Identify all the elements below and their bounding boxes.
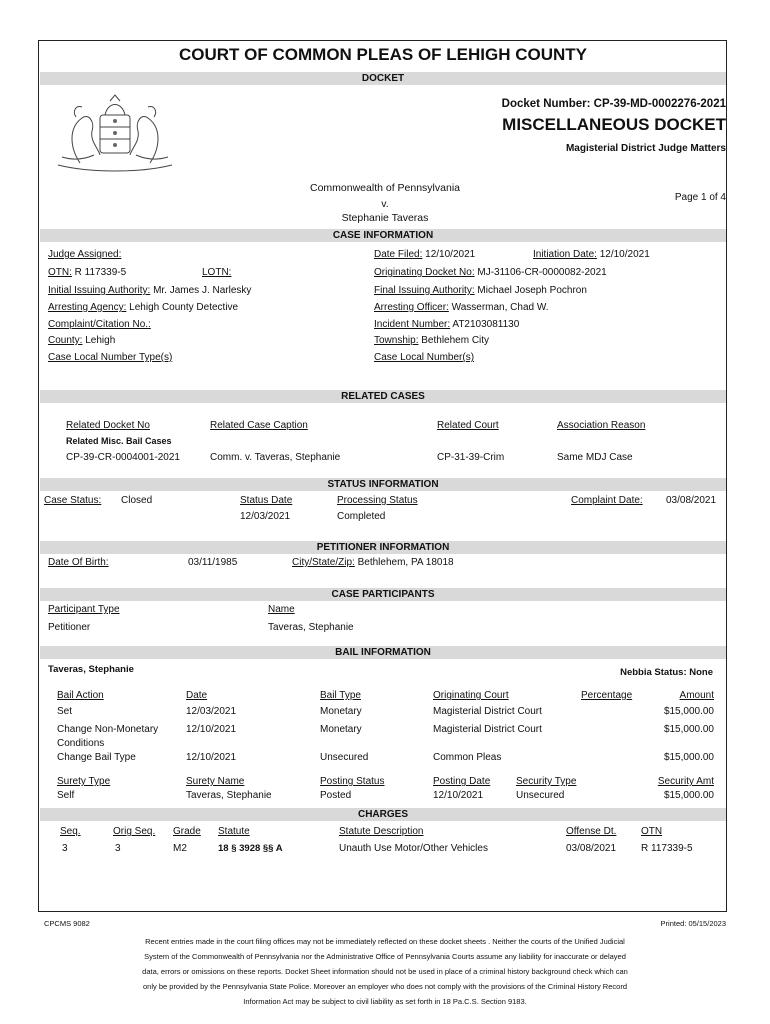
charge-seq: 3 <box>62 843 68 854</box>
petitioner-information-bar: PETITIONER INFORMATION <box>40 541 726 554</box>
arresting-agency: Lehigh County Detective <box>129 302 239 313</box>
participant-type: Petitioner <box>48 622 91 633</box>
related-group-label: Related Misc. Bail Cases <box>66 436 172 446</box>
initiation-date-label: Initiation Date: <box>533 249 597 260</box>
charge-statute: 18 § 3928 §§ A <box>218 843 283 854</box>
related-docket-no: CP-39-CR-0004001-2021 <box>66 452 180 463</box>
bail-row-action: Change Non-Monetary <box>57 724 159 735</box>
surety-type: Self <box>57 790 75 801</box>
related-caption-header: Related Case Caption <box>210 420 308 431</box>
county-label: County: <box>48 335 83 346</box>
complaint-label: Complaint/Citation No.: <box>48 319 151 330</box>
processing-status-label: Processing Status <box>337 495 418 506</box>
orig-docket: MJ-31106-CR-0000082-2021 <box>477 267 607 278</box>
case-status-label: Case Status: <box>44 495 102 506</box>
security-amt-header: Security Amt <box>657 776 714 787</box>
bail-row-action: Change Bail Type <box>57 752 136 763</box>
association-reason: Same MDJ Case <box>557 452 633 463</box>
page-number: Page 1 of 4 <box>674 192 726 203</box>
case-status: Closed <box>121 495 153 506</box>
county: Lehigh <box>85 335 116 346</box>
date-filed: 12/10/2021 <box>425 249 476 260</box>
bail-row-court: Common Pleas <box>433 752 502 763</box>
participant-type-label: Participant Type <box>48 604 120 615</box>
seq-header: Seq. <box>60 826 81 837</box>
related-caption: Comm. v. Taveras, Stephanie <box>210 452 341 463</box>
dob-label: Date Of Birth: <box>48 557 109 568</box>
originating-court-header: Originating Court <box>433 690 509 701</box>
grade-header: Grade <box>173 826 201 837</box>
posting-status-header: Posting Status <box>320 776 385 787</box>
statute-header: Statute <box>218 826 250 837</box>
posting-date: 12/10/2021 <box>433 790 484 801</box>
participant-name-label: Name <box>268 604 295 615</box>
judge-assigned-label: Judge Assigned: <box>48 249 122 260</box>
caption-line3: Stephanie Taveras <box>341 212 429 224</box>
docket-number: Docket Number: CP-39-MD-0002276-2021 <box>501 98 726 110</box>
security-type-header: Security Type <box>516 776 577 787</box>
bail-row-date: 12/10/2021 <box>186 752 237 763</box>
bail-row-type: Monetary <box>320 706 362 717</box>
disclaimer-line: Information Act may be subject to civil liability as set forth in 18 Pa.C.S. Section 9183. <box>243 997 527 1006</box>
charges-bar: CHARGES <box>40 808 726 821</box>
pennsylvania-seal-icon <box>50 93 180 175</box>
posting-date-header: Posting Date <box>433 776 491 787</box>
bail-date-header: Date <box>186 690 208 701</box>
bail-action-header: Bail Action <box>57 690 104 701</box>
township: Bethlehem City <box>421 335 490 346</box>
related-court: CP-31-39-Crim <box>437 452 505 463</box>
related-cases-bar: RELATED CASES <box>40 390 726 403</box>
bail-row-court: Magisterial District Court <box>433 724 542 735</box>
incident-label: Incident Number: <box>374 319 451 330</box>
docket-label-bar: DOCKET <box>40 72 726 85</box>
otn-value: R 117339-5 <box>74 267 127 278</box>
final-authority-label: Final Issuing Authority: <box>374 285 475 296</box>
arresting-officer: Wasserman, Chad W. <box>451 302 549 313</box>
bail-row-date: 12/03/2021 <box>186 706 237 717</box>
security-type: Unsecured <box>516 790 565 801</box>
orig-docket-label: Originating Docket No: <box>374 267 475 278</box>
dob: 03/11/1985 <box>188 557 238 568</box>
otn-label: OTN: <box>48 267 72 278</box>
docket-type: MISCELLANEOUS DOCKET <box>502 115 726 134</box>
date-filed-label: Date Filed: <box>374 249 423 260</box>
case-information-bar: CASE INFORMATION <box>40 229 726 242</box>
incident-number: AT2103081130 <box>452 319 520 330</box>
township-label: Township: <box>374 335 419 346</box>
lotn-label: LOTN: <box>202 267 232 278</box>
initial-authority-label: Initial Issuing Authority: <box>48 285 151 296</box>
surety-type-header: Surety Type <box>57 776 111 787</box>
initiation-date: 12/10/2021 <box>599 249 650 260</box>
bail-row-action-cont: Conditions <box>57 738 105 749</box>
status-date: 12/03/2021 <box>240 511 291 522</box>
charge-grade: M2 <box>173 843 187 854</box>
bail-row-amount: $15,000.00 <box>663 724 714 735</box>
charge-orig-seq: 3 <box>115 843 121 854</box>
charge-otn: R 117339-5 <box>641 843 693 854</box>
disclaimer-line: only be provided by the Pennsylvania State Police. Moreover an employer who does not comply with the provisions of the Criminal History Record <box>143 982 627 991</box>
final-authority: Michael Joseph Pochron <box>477 285 587 296</box>
local-number-label: Case Local Number(s) <box>374 352 475 363</box>
complaint-date: 03/08/2021 <box>666 495 717 506</box>
court-title: COURT OF COMMON PLEAS OF LEHIGH COUNTY <box>179 45 587 64</box>
orig-seq-header: Orig Seq. <box>113 826 156 837</box>
posting-status: Posted <box>320 790 352 801</box>
disclaimer-line: System of the Commonwealth of Pennsylvania nor the Administrative Office of Pennsylvania Courts assume any liability for inaccurate or delayed <box>144 952 626 961</box>
bail-row-date: 12/10/2021 <box>186 724 237 735</box>
related-court-header: Related Court <box>437 420 499 431</box>
status-date-label: Status Date <box>240 495 293 506</box>
disclaimer-line: data, errors or omissions on these reports. Docket Sheet information should not be used in place of a criminal history background check which can <box>142 967 628 976</box>
local-type-label: Case Local Number Type(s) <box>48 352 173 363</box>
bail-row-type: Monetary <box>320 724 362 735</box>
percentage-header: Percentage <box>581 690 633 701</box>
processing-status: Completed <box>337 511 386 522</box>
city-state-zip: Bethlehem, PA 18018 <box>357 557 454 568</box>
charge-otn-header: OTN <box>641 826 663 837</box>
caption-line2: v. <box>381 198 389 210</box>
surety-name-header: Surety Name <box>186 776 245 787</box>
arresting-officer-label: Arresting Officer: <box>374 302 449 313</box>
offense-date-header: Offense Dt. <box>566 826 617 837</box>
bail-person: Taveras, Stephanie <box>48 664 134 675</box>
bail-row-amount: $15,000.00 <box>663 706 714 717</box>
arresting-agency-label: Arresting Agency: <box>48 302 127 313</box>
bail-row-type: Unsecured <box>320 752 369 763</box>
caption-line1: Commonwealth of Pennsylvania <box>310 182 460 194</box>
statute-description-header: Statute Description <box>339 826 424 837</box>
printed-date: Printed: 05/15/2023 <box>660 919 726 928</box>
charge-description: Unauth Use Motor/Other Vehicles <box>339 843 488 854</box>
bail-row-court: Magisterial District Court <box>433 706 542 717</box>
bail-row-action: Set <box>57 706 73 717</box>
security-amt: $15,000.00 <box>663 790 714 801</box>
disclaimer-line: Recent entries made in the court filing offices may not be immediately reflected on these docket sheets . Neither the courts of the Unified Judicial <box>145 937 625 946</box>
bail-row-amount: $15,000.00 <box>663 752 714 763</box>
nebbia-status: Nebbia Status: None <box>620 667 713 678</box>
association-reason-header: Association Reason <box>557 420 646 431</box>
related-docket-header: Related Docket No <box>66 420 150 431</box>
docket-subtype: Magisterial District Judge Matters <box>565 143 726 154</box>
case-participants-bar: CASE PARTICIPANTS <box>40 588 726 601</box>
bail-information-bar: BAIL INFORMATION <box>40 646 726 659</box>
complaint-date-label: Complaint Date: <box>571 495 643 506</box>
city-label: City/State/Zip: <box>292 557 355 568</box>
status-information-bar: STATUS INFORMATION <box>40 478 726 491</box>
form-number: CPCMS 9082 <box>44 919 90 928</box>
charge-offense-date: 03/08/2021 <box>566 843 617 854</box>
participant-name: Taveras, Stephanie <box>268 622 354 633</box>
surety-name: Taveras, Stephanie <box>186 790 272 801</box>
bail-type-header: Bail Type <box>320 690 361 701</box>
amount-header: Amount <box>679 690 714 701</box>
initial-authority: Mr. James J. Narlesky <box>153 285 252 296</box>
